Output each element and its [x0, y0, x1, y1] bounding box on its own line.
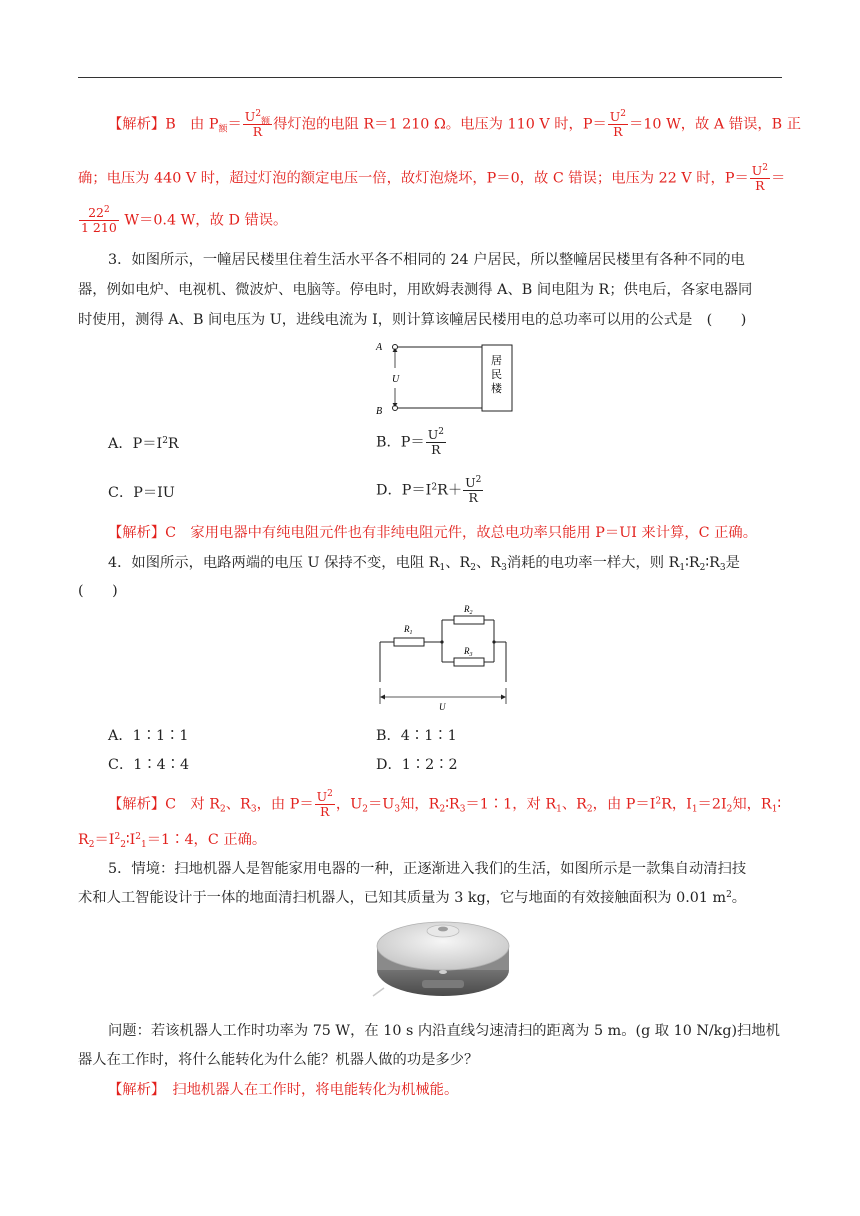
svg-text:U: U [439, 702, 446, 712]
svg-text:R2: $R_2$ [464, 604, 473, 616]
q4-option-d: D．1∶2∶2 [376, 757, 458, 773]
q3-line3: 时使用，测得 A、B 间电压为 U，进线电流为 I，则计算该幢居民楼用电的总功率可以用的公式是 ( ) [78, 312, 747, 328]
analysis-q5: 【解析】 扫地机器人在工作时，将电能转化为机械能。 [108, 1082, 459, 1098]
q5-line4: 器人在工作时，将什么能转化为什么能？机器人做的功是多少？ [78, 1052, 479, 1068]
analysis-q2-line1: 【解析】B 由 $P_额=$ $\frac{U^2_额}{R}$ 得灯泡的电阻 R＝1 210 Ω。电压为 110 V 时，P＝ $\frac{U^2}{R}$ ＝10 W，故 A 错误，B 正 [108, 109, 802, 139]
q4-option-a: A．1∶1∶1 [108, 728, 189, 744]
header-rule [78, 77, 782, 78]
q4-line2: ( ) [78, 583, 118, 599]
analysis-q2-line3: $\frac{22^2}{1 210}$ W＝0.4 W，故 D 错误。 [81, 205, 288, 235]
analysis-q2-line2: 确；电压为 440 V 时，超过灯泡的额定电压一倍，故灯泡烧坏，P＝0，故 C 错误；电压为 22 V 时，P＝ $\frac{U^2}{R}$ ＝ [78, 163, 786, 193]
fig-label-b: B [376, 406, 383, 417]
q3-option-b: B．P＝ $\frac{U^2}{R}$ [376, 427, 445, 457]
fraction: $\frac{U^2}{R}$ [751, 163, 769, 193]
analysis-q3: 【解析】C 家用电器中有纯电阻元件也有非纯电阻元件，故总电功率只能用 P＝UI 来计算，C 正确。 [108, 525, 757, 541]
fraction: $\frac{U^2}{R}$ [609, 109, 627, 139]
q5-line2: 术和人工智能设计于一体的地面清扫机器人，已知其质量为 3 kg，它与地面的有效接触面积为 0.01 $m^2$。 [78, 890, 747, 906]
q5-line3: 问题：若该机器人工作时功率为 75 W，在 10 s 内沿直线匀速清扫的距离为 5 m。(g 取 10 N/kg)扫地机 [108, 1023, 780, 1039]
fraction: $\frac{22^2}{1 210}$ [81, 205, 117, 235]
fraction: $\frac{U^2_额}{R}$ [244, 109, 271, 139]
residential-building-circuit-figure [370, 340, 520, 418]
q3-option-a: A．$P=I^2R$ [108, 436, 179, 452]
q5-line1: 5．情境：扫地机器人是智能家用电器的一种，正逐渐进入我们的生活，如图所示是一款集自动清扫技 [108, 861, 747, 877]
fig-building-label: 居民楼 [491, 354, 502, 395]
q4-line1: 4．如图所示，电路两端的电压 U 保持不变，电阻 $R_1$、$R_2$、$R_3$消耗的电功率一样大，则 $R_1∶R_2∶R_3$是 [108, 555, 740, 573]
analysis-q4-line1: 【解析】C 对 $R_2$、$R_3$，由 P＝ $\frac{U^2}{R}$ ，$U_2=U_3$知，$R_2∶R_3=1∶1$，对 $R_1$、$R_2$，由 $P=I^2R$，$I_1=2I_2$知，$R_1∶$ [108, 789, 782, 819]
three-resistor-circuit-figure [372, 602, 512, 712]
q3-option-d: D．$P=I^2R+$ $\frac{U^2}{R}$ [376, 475, 482, 505]
sweeping-robot-image [370, 918, 516, 1002]
q4-option-c: C．1∶4∶4 [108, 757, 190, 773]
q3-line1: 3．如图所示，一幢居民楼里住着生活水平各不相同的 24 户居民，所以整幢居民楼里有各种不同的电 [108, 252, 745, 268]
analysis-q4-line2: $R_2=I^2_2∶I^2_1=1∶4$，C 正确。 [78, 832, 267, 850]
fig-label-a: A [376, 342, 383, 353]
fig-label-u: U [392, 374, 400, 385]
svg-text:R3: $R_3$ [464, 646, 473, 658]
q3-line2: 器，例如电炉、电视机、微波炉、电脑等。停电时，用欧姆表测得 A、B 间电阻为 R；供电后，各家电器同 [78, 282, 753, 298]
svg-text:R1: $R_1$ [404, 624, 413, 636]
q4-option-b: B．4∶1∶1 [376, 728, 457, 744]
q3-option-c: C．P＝IU [108, 485, 175, 501]
